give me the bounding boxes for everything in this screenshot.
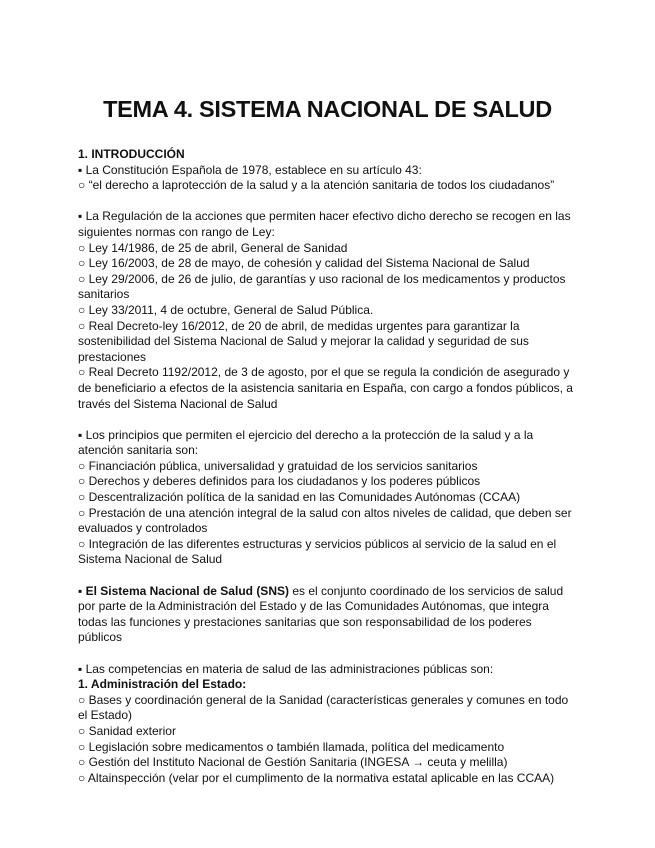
principle-item: ○ Derechos y deberes definidos para los ciudadanos y los poderes públicos bbox=[78, 474, 481, 489]
competence-item: ○ Altainspección (velar por el cumplimento de la normativa estatal aplicable en las CCAA) bbox=[78, 770, 555, 785]
spacer bbox=[78, 568, 578, 584]
competence-item: ○ Gestión del Instituto Nacional de Gestión Sanitaria (INGESA → ceuta y melilla) bbox=[78, 755, 508, 770]
law-item: ○ Real Decreto 1192/2012, de 3 de agosto, por el que se regula la condición de asegurado y de beneficiario a efectos de la asistencia sanitaria en España, con cargo a fondos públicos, a través del Sistema Nacional de Salud bbox=[78, 365, 573, 411]
principle-item: ○ Prestación de una atención integral de la salud con altos niveles de calidad, que deben ser evaluados y controlados bbox=[78, 505, 572, 536]
law-item: ○ Real Decreto-ley 16/2012, de 20 de abril, de medidas urgentes para garantizar la sostenibilidad del Sistema Nacional de Salud y mejorar la calidad y seguridad de sus prestaciones bbox=[78, 318, 529, 364]
document-body bbox=[78, 147, 578, 786]
competence-item: ○ Bases y coordinación general de la Sanidad (características generales y comunes en todo el Estado) bbox=[78, 692, 569, 723]
section-heading-introduccion: 1. INTRODUCCIÓN bbox=[78, 147, 185, 161]
sns-text: es el conjunto coordinado de los servicios de salud por parte de la Administración del Estado y de las Comunidades Autónomas, que integra todas las funciones y prestaciones sanitarias que son responsabilidad de los poderes públicos bbox=[78, 583, 564, 645]
constitution-text: ▪ La Constitución Española de 1978, establece en su artículo 43: bbox=[78, 162, 422, 177]
law-item: ○ Ley 16/2003, de 28 de mayo, de cohesión y calidad del Sistema Nacional de Salud bbox=[78, 256, 530, 271]
document-title: TEMA 4. SISTEMA NACIONAL DE SALUD bbox=[103, 96, 552, 122]
principle-item: ○ Integración de las diferentes estructuras y servicios públicos al servicio de la salud en el Sistema Nacional de Salud bbox=[78, 536, 557, 567]
spacer bbox=[78, 646, 578, 662]
sns-term: ▪ El Sistema Nacional de Salud (SNS) bbox=[78, 583, 289, 598]
competence-item: ○ Sanidad exterior bbox=[78, 723, 176, 738]
law-item: ○ Ley 14/1986, de 25 de abril, General de Sanidad bbox=[78, 240, 348, 255]
law-item: ○ Ley 33/2011, 4 de octubre, General de Salud Pública. bbox=[78, 302, 374, 317]
principle-item: ○ Financiación pública, universalidad y gratuidad de los servicios sanitarios bbox=[78, 458, 478, 473]
principles-intro: ▪ Los principios que permiten el ejercicio del derecho a la protección de la salud y a la atención sanitaria son: bbox=[78, 427, 534, 458]
sns-definition bbox=[78, 584, 578, 646]
principle-item: ○ Descentralización política de la sanidad en las Comunidades Autónomas (CCAA) bbox=[78, 490, 521, 505]
competence-item: ○ Legislación sobre medicamentos o también llamada, política del medicamento bbox=[78, 739, 505, 754]
spacer bbox=[78, 194, 578, 210]
law-item: ○ Ley 29/2006, de 26 de julio, de garantías y uso racional de los medicamentos y productos sanitarios bbox=[78, 271, 566, 302]
state-administration-heading: 1. Administración del Estado: bbox=[78, 677, 247, 692]
spacer bbox=[78, 412, 578, 428]
constitution-quote: ○ “el derecho a laprotección de la salud y a la atención sanitaria de todos los ciudadanos” bbox=[78, 178, 555, 193]
competences-intro: ▪ Las competencias en materia de salud de las administraciones públicas son: bbox=[78, 661, 494, 676]
regulation-intro: ▪ La Regulación de la acciones que permiten hacer efectivo dicho derecho se recogen en las siguientes normas con rango de Ley: bbox=[78, 209, 571, 239]
